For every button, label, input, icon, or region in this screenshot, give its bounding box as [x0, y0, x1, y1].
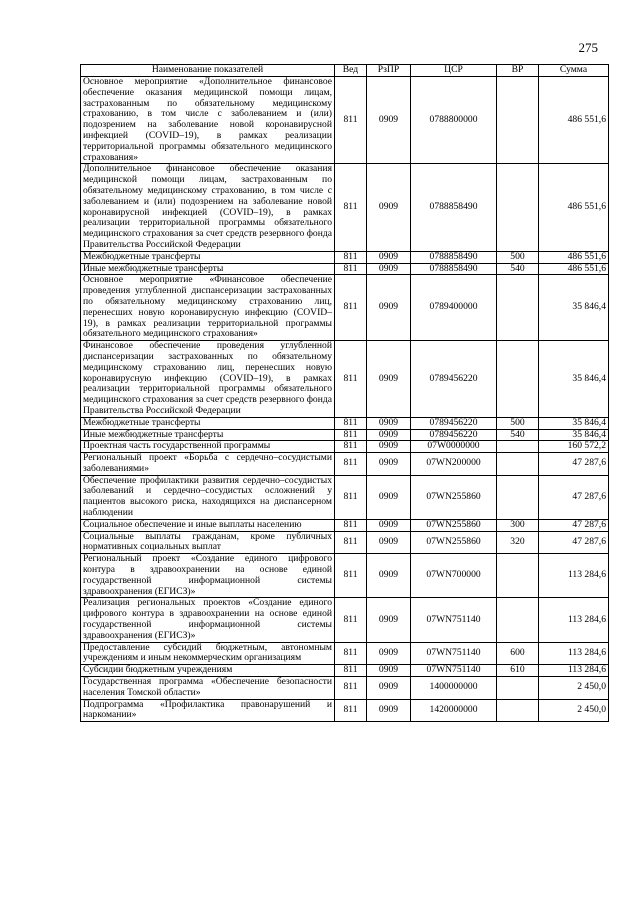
row-sum: 113 284,6: [539, 642, 609, 665]
row-csr: 0788858490: [411, 251, 497, 263]
row-csr: 07WN700000: [411, 554, 497, 598]
row-name: Обеспечение профилактики развития сердечно–сосудистых заболеваний и сердечно–сосудистых осложнений у пациентов высокого риска, находящихся на диспансерном наблюдении: [81, 475, 335, 519]
table-row: [81, 598, 609, 642]
header-csr: ЦСР: [411, 65, 497, 77]
row-ved: 811: [335, 341, 367, 418]
row-name: Иные межбюджетные трансферты: [81, 429, 335, 441]
row-name: Реализация региональных проектов «Создание единого цифрового контура в здравоохранении на основе единой государственной информационной системы здравоохранения (ЕГИСЗ)»: [81, 598, 335, 642]
row-rzpr: 0909: [367, 519, 411, 531]
row-sum: 486 551,6: [539, 164, 609, 251]
table-row: [81, 475, 609, 519]
row-vr: 320: [497, 531, 539, 554]
row-name: Финансовое обеспечение проведения углубленной диспансеризации застрахованных по обязательному медицинскому страхованию лиц, перенесших новую коронавирусную инфекцию (COVID–19), в рамках реализации территориальной программы обязательного медицинского страхования за счет средств резервного фонда Правительства Российской Федерации: [81, 341, 335, 418]
row-name: Предоставление субсидий бюджетным, автономным учреждениям и иным некоммерческим организациям: [81, 642, 335, 665]
row-vr: 610: [497, 665, 539, 677]
row-sum: 160 572,2: [539, 441, 609, 453]
row-vr: [497, 164, 539, 251]
row-name: Иные межбюджетные трансферты: [81, 263, 335, 275]
table-row: [81, 77, 609, 164]
row-csr: 07WN255860: [411, 519, 497, 531]
row-ved: 811: [335, 519, 367, 531]
row-vr: [497, 598, 539, 642]
row-name: Дополнительное финансовое обеспечение оказания медицинской помощи лицам, застрахованным по обязательному медицинскому страхованию, в том числе с заболеванием и (или) подозрением на заболевание новой коронавирусной инфекцией (COVID–19), в рамках реализации территориальной программы обязательного медицинского страхования за счет средств резервного фонда Правительства Российской Федерации: [81, 164, 335, 251]
row-ved: 811: [335, 263, 367, 275]
row-csr: 0789456220: [411, 417, 497, 429]
row-vr: [497, 453, 539, 476]
header-row: [81, 65, 609, 77]
table-body: [81, 77, 609, 722]
row-sum: 2 450,0: [539, 699, 609, 722]
row-ved: 811: [335, 417, 367, 429]
row-name: Подпрограмма «Профилактика правонарушений и наркомании»: [81, 699, 335, 722]
row-rzpr: 0909: [367, 275, 411, 341]
row-rzpr: 0909: [367, 598, 411, 642]
row-name: Основное мероприятие «Финансовое обеспечение проведения углубленной диспансеризации застрахованных по обязательному медицинскому страхованию лиц, перенесших новую коронавирусную инфекцию (COVID–19), в рамках реализации территориальной программы обязательного медицинского страхования»: [81, 275, 335, 341]
row-sum: 35 846,4: [539, 275, 609, 341]
row-csr: 0788858490: [411, 164, 497, 251]
row-ved: 811: [335, 453, 367, 476]
row-ved: 811: [335, 77, 367, 164]
row-sum: 113 284,6: [539, 665, 609, 677]
row-rzpr: 0909: [367, 417, 411, 429]
row-rzpr: 0909: [367, 531, 411, 554]
page-number: 275: [578, 40, 598, 55]
row-name: Основное мероприятие «Дополнительное финансовое обеспечение оказания медицинской помощи лицам, застрахованным по обязательному медицинскому страхованию, в том числе с заболеванием и (или) подозрением на заболевание новой коронавирусной инфекцией (COVID–19), в рамках реализации территориальной программы обязательного медицинского страхования»: [81, 77, 335, 164]
row-sum: 113 284,6: [539, 554, 609, 598]
row-csr: 07WN255860: [411, 475, 497, 519]
row-name: Социальные выплаты гражданам, кроме публичных нормативных социальных выплат: [81, 531, 335, 554]
row-rzpr: 0909: [367, 665, 411, 677]
row-rzpr: 0909: [367, 77, 411, 164]
row-ved: 811: [335, 642, 367, 665]
row-sum: 35 846,4: [539, 417, 609, 429]
row-ved: 811: [335, 598, 367, 642]
row-sum: 113 284,6: [539, 598, 609, 642]
row-vr: 540: [497, 263, 539, 275]
row-name: Социальное обеспечение и иные выплаты населению: [81, 519, 335, 531]
table-row: [81, 263, 609, 275]
row-ved: 811: [335, 531, 367, 554]
row-sum: 47 287,6: [539, 475, 609, 519]
table-row: [81, 341, 609, 418]
row-sum: 486 551,6: [539, 77, 609, 164]
row-rzpr: 0909: [367, 453, 411, 476]
table-row: [81, 677, 609, 700]
row-csr: 0789456220: [411, 341, 497, 418]
row-sum: 486 551,6: [539, 263, 609, 275]
row-sum: 47 287,6: [539, 453, 609, 476]
row-sum: 2 450,0: [539, 677, 609, 700]
row-ved: 811: [335, 251, 367, 263]
row-name: Проектная часть государственной программы: [81, 441, 335, 453]
row-sum: 486 551,6: [539, 251, 609, 263]
row-csr: 07W0000000: [411, 441, 497, 453]
table-row: [81, 642, 609, 665]
row-ved: 811: [335, 699, 367, 722]
row-rzpr: 0909: [367, 251, 411, 263]
row-csr: 0788858490: [411, 263, 497, 275]
table-row: [81, 665, 609, 677]
header-name: Наименование показателей: [81, 65, 335, 77]
row-rzpr: 0909: [367, 699, 411, 722]
row-csr: 07WN255860: [411, 531, 497, 554]
row-rzpr: 0909: [367, 164, 411, 251]
row-rzpr: 0909: [367, 429, 411, 441]
row-name: Субсидии бюджетным учреждениям: [81, 665, 335, 677]
row-sum: 35 846,4: [539, 341, 609, 418]
row-rzpr: 0909: [367, 554, 411, 598]
row-ved: 811: [335, 554, 367, 598]
row-name: Государственная программа «Обеспечение безопасности населения Томской области»: [81, 677, 335, 700]
row-csr: 07WN200000: [411, 453, 497, 476]
row-csr: 1400000000: [411, 677, 497, 700]
header-rzpr: РзПР: [367, 65, 411, 77]
row-csr: 0789400000: [411, 275, 497, 341]
row-vr: 540: [497, 429, 539, 441]
table-row: [81, 251, 609, 263]
header-ved: Вед: [335, 65, 367, 77]
row-name: Региональный проект «Борьба с сердечно–сосудистыми заболеваниями»: [81, 453, 335, 476]
table-row: [81, 699, 609, 722]
row-sum: 35 846,4: [539, 429, 609, 441]
table-row: [81, 531, 609, 554]
row-rzpr: 0909: [367, 642, 411, 665]
table-row: [81, 441, 609, 453]
row-vr: 600: [497, 642, 539, 665]
table-header: [81, 65, 609, 77]
row-ved: 811: [335, 665, 367, 677]
row-vr: 500: [497, 417, 539, 429]
row-ved: 811: [335, 275, 367, 341]
row-vr: [497, 475, 539, 519]
row-ved: 811: [335, 441, 367, 453]
table-row: [81, 417, 609, 429]
row-csr: 07WN751140: [411, 598, 497, 642]
row-csr: 07WN751140: [411, 642, 497, 665]
table-row: [81, 275, 609, 341]
row-vr: [497, 554, 539, 598]
row-ved: 811: [335, 164, 367, 251]
header-vr: ВР: [497, 65, 539, 77]
row-csr: 0788800000: [411, 77, 497, 164]
row-csr: 0789456220: [411, 429, 497, 441]
row-vr: [497, 441, 539, 453]
row-csr: 1420000000: [411, 699, 497, 722]
row-vr: [497, 275, 539, 341]
row-vr: [497, 341, 539, 418]
budget-table: [80, 64, 609, 722]
row-name: Межбюджетные трансферты: [81, 417, 335, 429]
row-rzpr: 0909: [367, 677, 411, 700]
row-sum: 47 287,6: [539, 519, 609, 531]
row-ved: 811: [335, 677, 367, 700]
header-sum: Сумма: [539, 65, 609, 77]
row-rzpr: 0909: [367, 341, 411, 418]
row-vr: [497, 77, 539, 164]
row-rzpr: 0909: [367, 263, 411, 275]
row-vr: [497, 699, 539, 722]
row-sum: 47 287,6: [539, 531, 609, 554]
table-row: [81, 429, 609, 441]
row-vr: 500: [497, 251, 539, 263]
table-row: [81, 453, 609, 476]
row-ved: 811: [335, 475, 367, 519]
table-row: [81, 554, 609, 598]
row-name: Межбюджетные трансферты: [81, 251, 335, 263]
row-rzpr: 0909: [367, 441, 411, 453]
row-ved: 811: [335, 429, 367, 441]
row-csr: 07WN751140: [411, 665, 497, 677]
row-vr: 300: [497, 519, 539, 531]
row-name: Региональный проект «Создание единого цифрового контура в здравоохранении на основе единой государственной информационной системы здравоохранения (ЕГИСЗ)»: [81, 554, 335, 598]
row-rzpr: 0909: [367, 475, 411, 519]
table-row: [81, 519, 609, 531]
row-vr: [497, 677, 539, 700]
table-row: [81, 164, 609, 251]
